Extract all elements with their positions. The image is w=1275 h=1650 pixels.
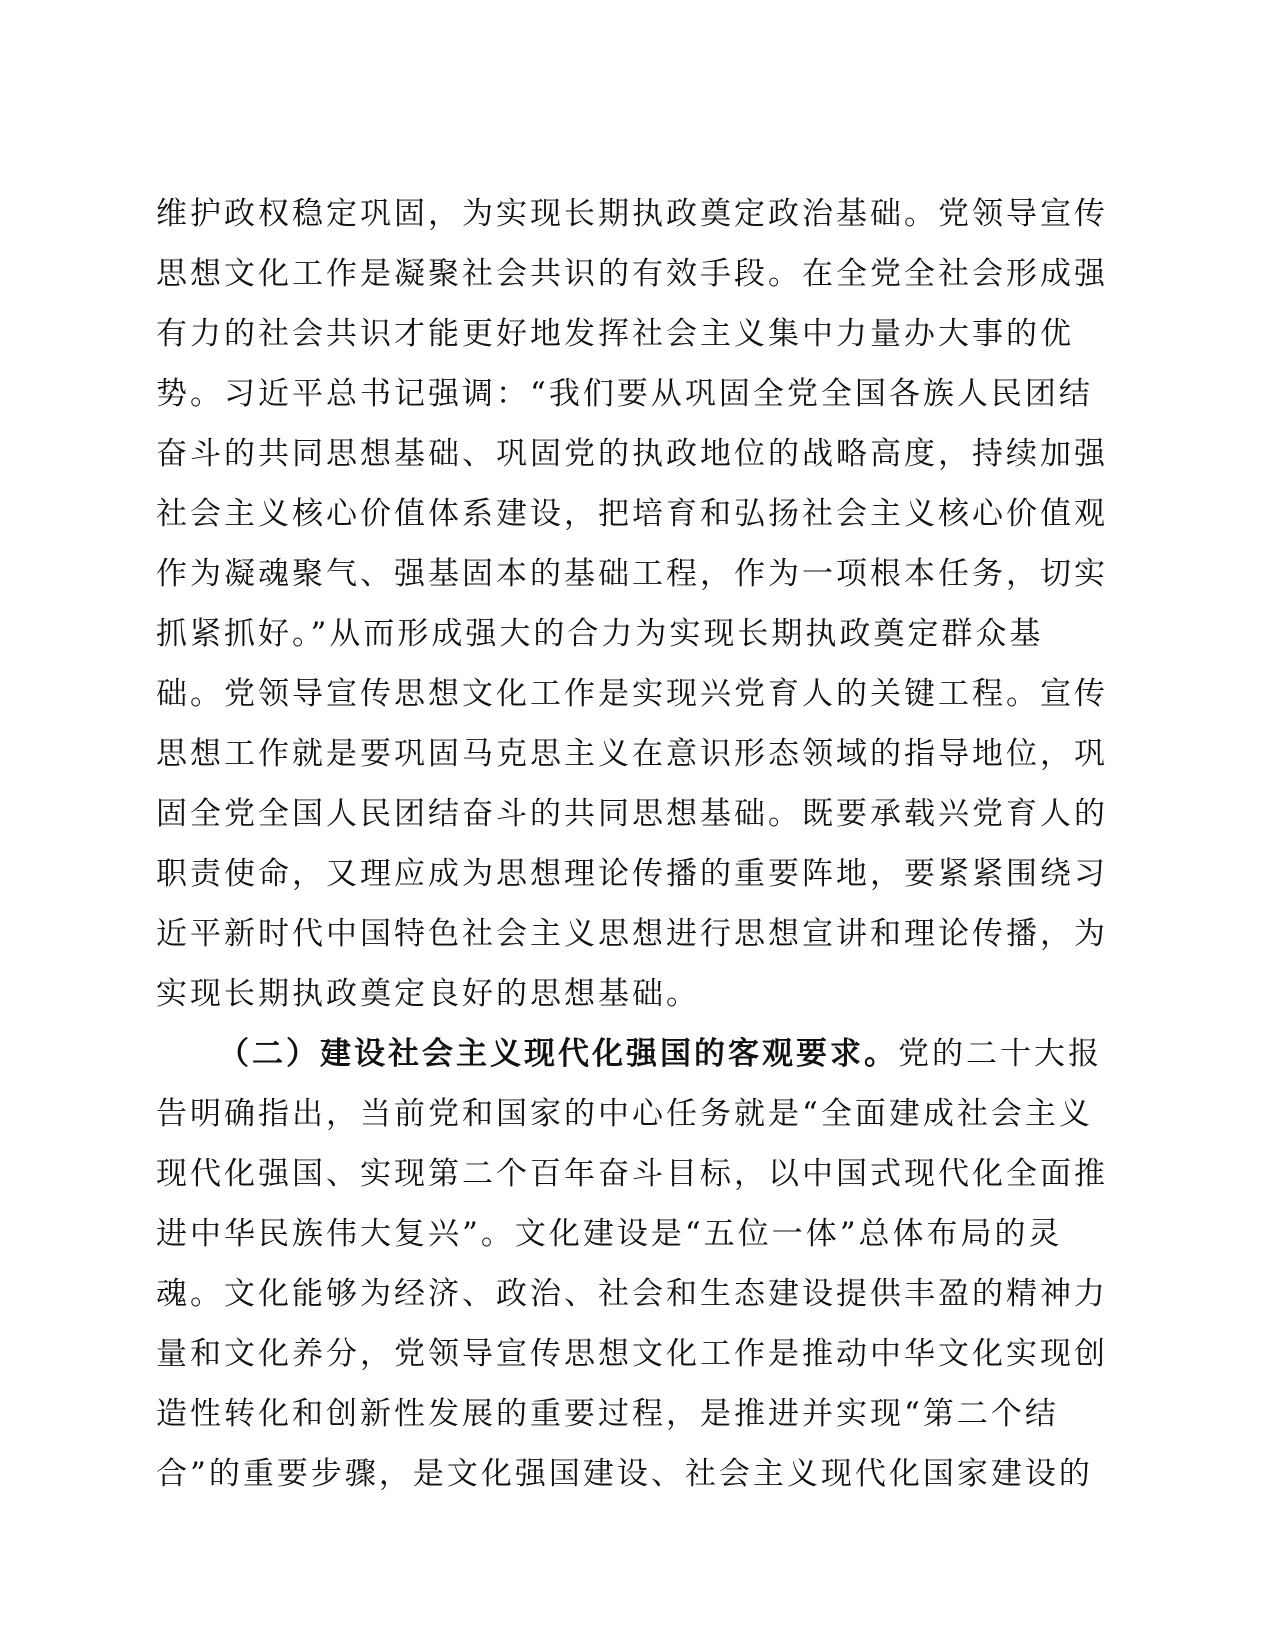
- text-line: 造性转化和创新性发展的重要过程，是推进并实现“第二个结: [156, 1396, 1059, 1432]
- text-line: 实现长期执政奠定良好的思想基础。: [156, 976, 700, 1012]
- text-line: 思想文化工作是凝聚社会共识的有效手段。在全党全社会形成强: [156, 256, 1108, 292]
- text-line: 告明确指出，当前党和国家的中心任务就是“全面建成社会主义: [156, 1096, 1093, 1132]
- text-line: 社会主义核心价值体系建设，把培育和弘扬社会主义核心价值观: [156, 496, 1108, 532]
- body-text: [156, 184, 1108, 1504]
- text-line: 势。习近平总书记强调：“我们要从巩固全党全国各族人民团结: [156, 376, 1093, 412]
- text-line: 量和文化养分，党领导宣传思想文化工作是推动中华文化实现创: [156, 1336, 1108, 1372]
- text-line: 魂。文化能够为经济、政治、社会和生态建设提供丰盈的精神力: [156, 1276, 1108, 1312]
- text-line: 职责使命，又理应成为思想理论传播的重要阵地，要紧紧围绕习: [156, 856, 1108, 892]
- text-line: 础。党领导宣传思想文化工作是实现兴党育人的关键工程。宣传: [156, 676, 1108, 712]
- text-line: 维护政权稳定巩固，为实现长期执政奠定政治基础。党领导宣传: [156, 196, 1108, 232]
- text-line: 思想工作就是要巩固马克思主义在意识形态领域的指导地位，巩: [156, 736, 1108, 772]
- text-line: 近平新时代中国特色社会主义思想进行思想宣讲和理论传播，为: [156, 916, 1108, 952]
- text-line: 现代化强国、实现第二个百年奋斗目标，以中国式现代化全面推: [156, 1156, 1108, 1192]
- text-line: 作为凝魂聚气、强基固本的基础工程，作为一项根本任务，切实: [156, 556, 1108, 592]
- text-line: 进中华民族伟大复兴”。文化建设是“五位一体”总体布局的灵: [156, 1216, 1063, 1252]
- text-line: 抓紧抓好。”从而形成强大的合力为实现长期执政奠定群众基: [156, 616, 1044, 652]
- text-line: 奋斗的共同思想基础、巩固党的执政地位的战略高度，持续加强: [156, 436, 1108, 472]
- section-heading-line: [156, 1024, 1102, 1084]
- section-heading: （二）建设社会主义现代化强国的客观要求。: [218, 1036, 898, 1072]
- section-heading-tail: 党的二十大报: [898, 1036, 1102, 1072]
- text-line: 合”的重要步骤，是文化强国建设、社会主义现代化国家建设的: [156, 1456, 1093, 1492]
- text-line: 有力的社会共识才能更好地发挥社会主义集中力量办大事的优: [156, 316, 1074, 352]
- text-line: 固全党全国人民团结奋斗的共同思想基础。既要承载兴党育人的: [156, 796, 1108, 832]
